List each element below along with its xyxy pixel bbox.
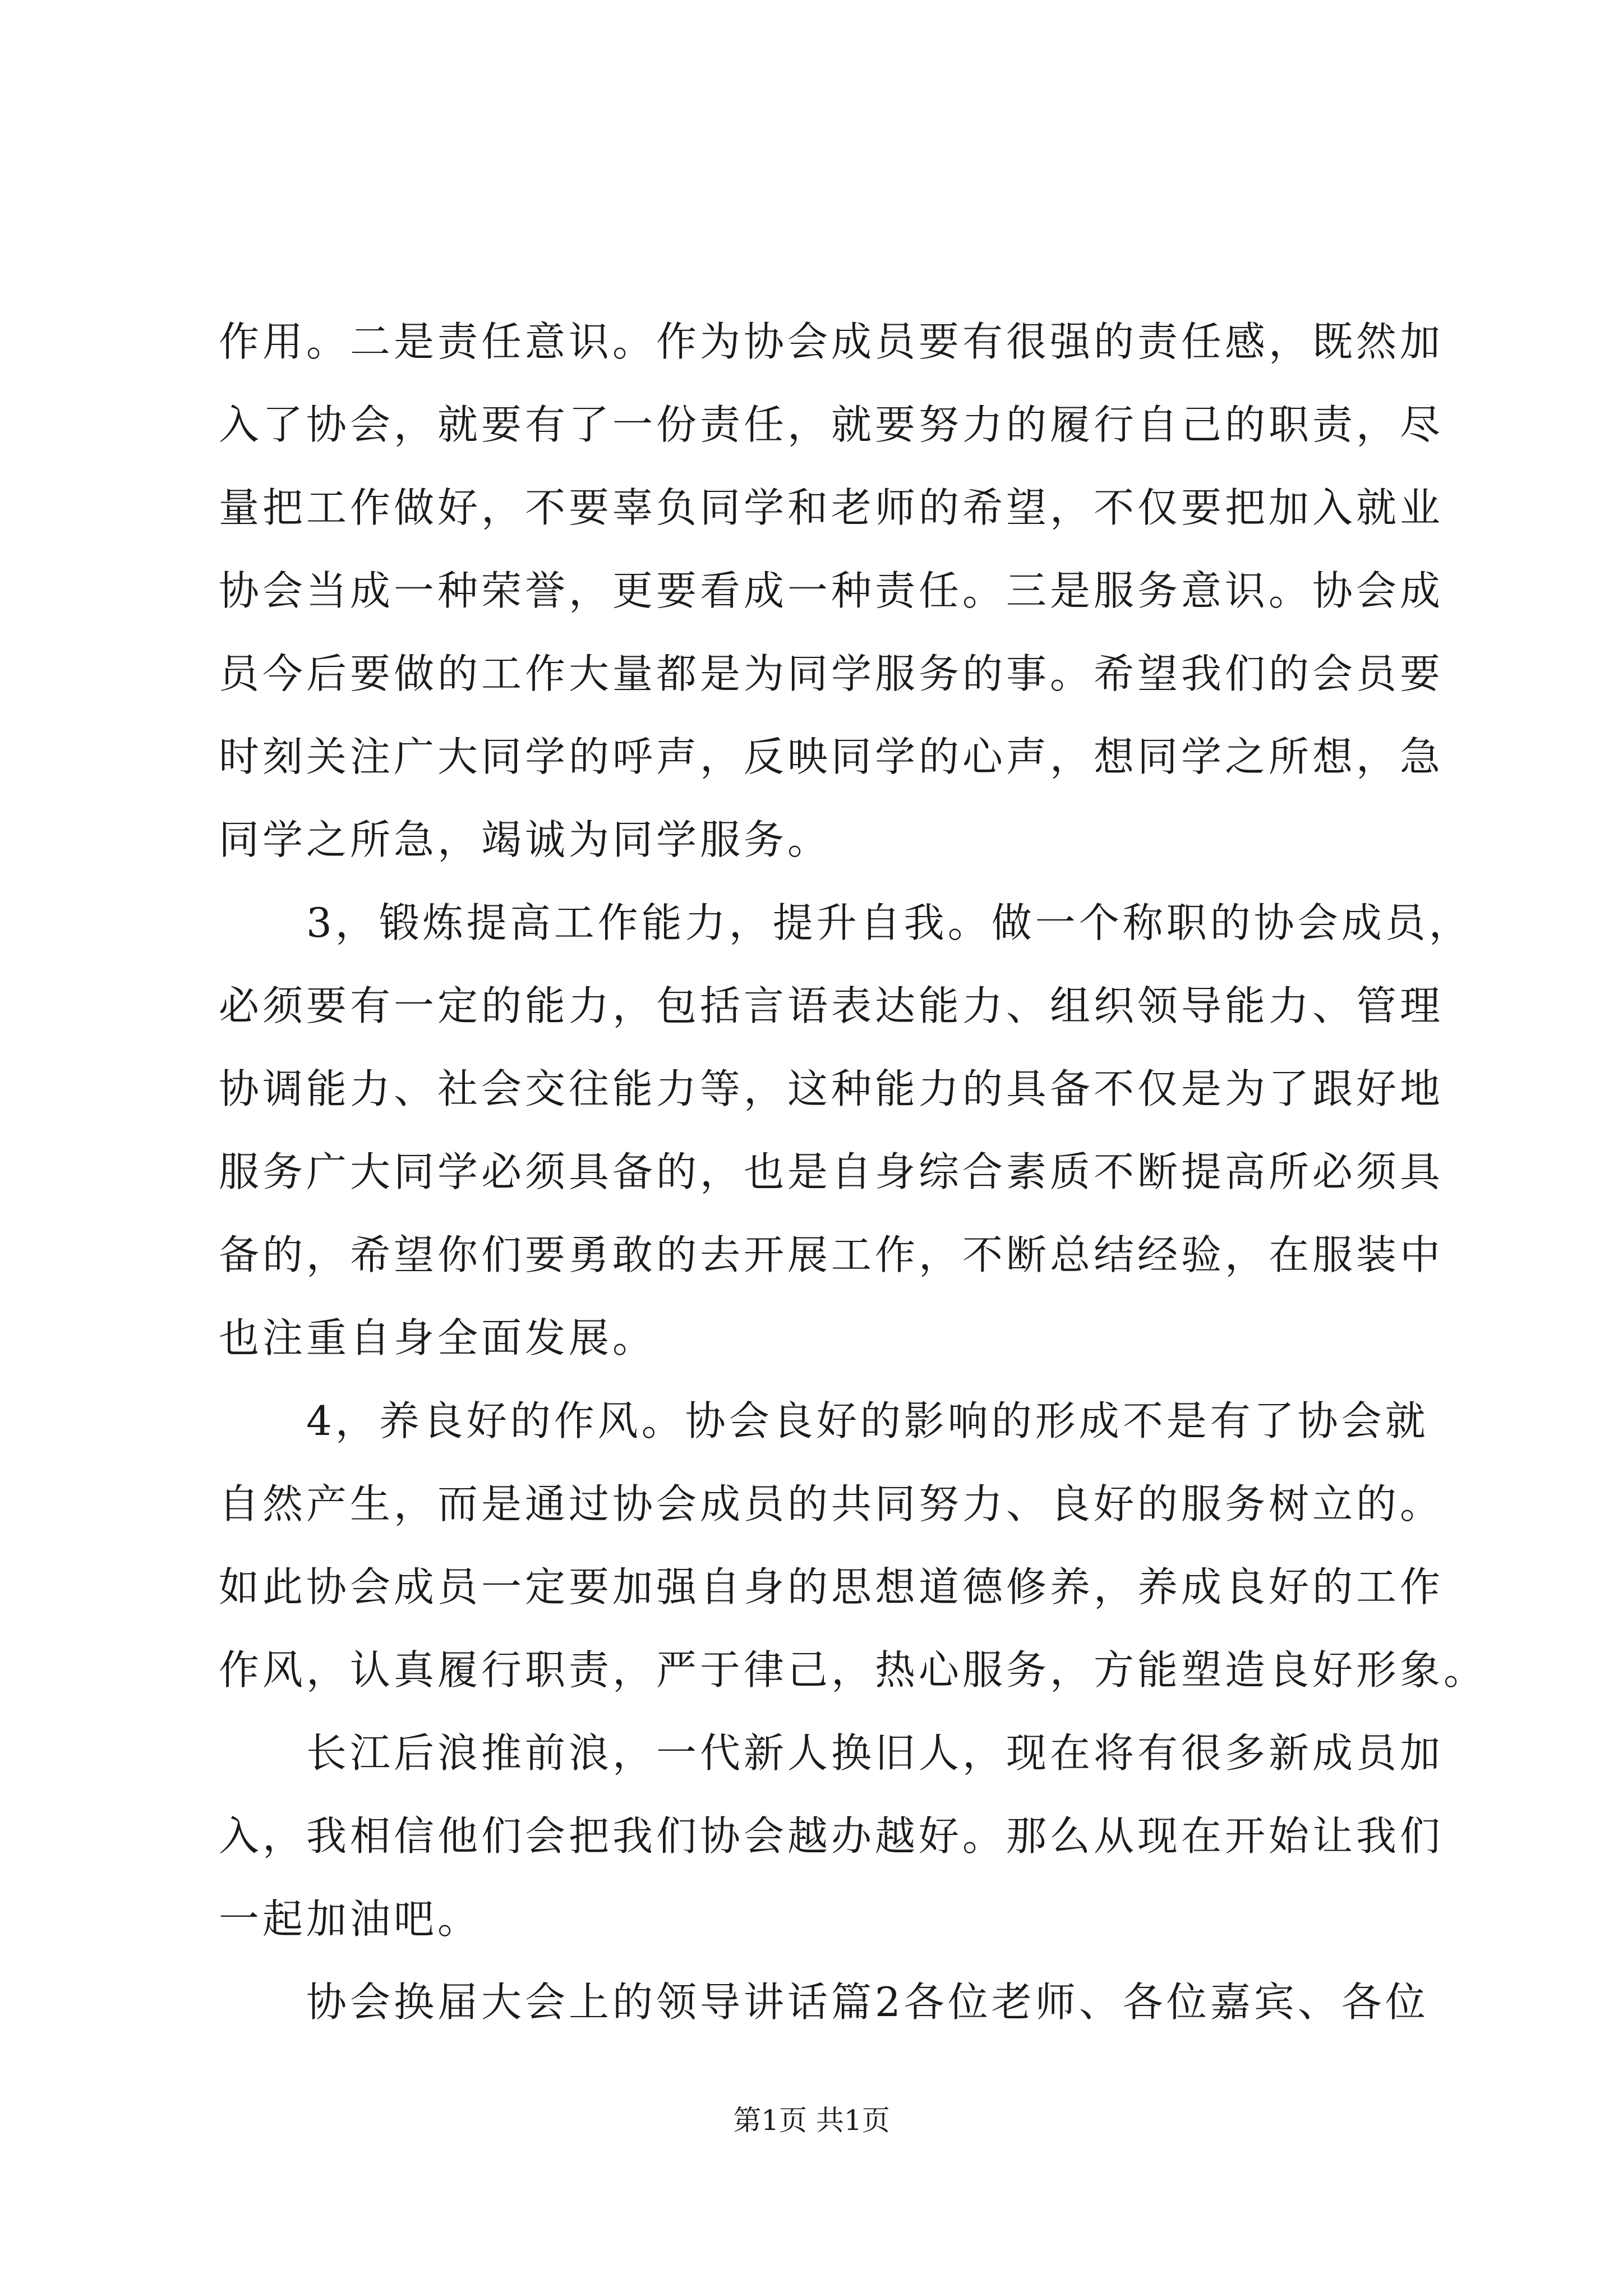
body-text	[219, 300, 1488, 2044]
text-line: 长江后浪推前浪，一代新人换旧人，现在将有很多新成员加	[219, 1729, 1444, 1777]
text-line: 时刻关注广大同学的呼声，反映同学的心声，想同学之所想，急	[219, 733, 1444, 780]
text-line: 作用。二是责任意识。作为协会成员要有很强的责任感，既然加	[219, 318, 1444, 365]
text-line: 量把工作做好，不要辜负同学和老师的希望，不仅要把加入就业	[219, 484, 1444, 531]
text-line: 服务广大同学必须具备的，也是自身综合素质不断提高所必须具	[219, 1148, 1444, 1195]
text-line: 一起加油吧。	[219, 1895, 482, 1943]
text-line: 如此协会成员一定要加强自身的思想道德修养，养成良好的工作	[219, 1563, 1444, 1611]
text-line: 备的，希望你们要勇敢的去开展工作，不断总结经验，在服装中	[219, 1231, 1444, 1278]
text-line: 员今后要做的工作大量都是为同学服务的事。希望我们的会员要	[219, 650, 1444, 697]
text-line: 入，我相信他们会把我们协会越办越好。那么从现在开始让我们	[219, 1812, 1444, 1860]
text-line: 也注重自身全面发展。	[219, 1314, 657, 1361]
text-line: 协调能力、社会交往能力等，这种能力的具备不仅是为了跟好地	[219, 1065, 1444, 1112]
text-line: 自然产生，而是通过协会成员的共同努力、良好的服务树立的。	[219, 1480, 1444, 1527]
text-line: 同学之所急，竭诚为同学服务。	[219, 816, 832, 863]
text-line: 入了协会，就要有了一份责任，就要努力的履行自己的职责，尽	[219, 401, 1444, 448]
text-line: 协会换届大会上的领导讲话篇2各位老师、各位嘉宾、各位	[219, 1978, 1429, 2026]
text-line: 3，锻炼提高工作能力，提升自我。做一个称职的协会成员，	[219, 899, 1473, 946]
text-line: 协会当成一种荣誉，更要看成一种责任。三是服务意识。协会成	[219, 567, 1444, 614]
text-line: 4，养良好的作风。协会良好的影响的形成不是有了协会就	[219, 1397, 1429, 1444]
page-number-footer: 第1页 共1页	[733, 2104, 890, 2137]
text-line: 作风，认真履行职责，严于律己，热心服务，方能塑造良好形象。	[219, 1646, 1488, 1694]
text-line: 必须要有一定的能力，包括言语表达能力、组织领导能力、管理	[219, 982, 1444, 1029]
